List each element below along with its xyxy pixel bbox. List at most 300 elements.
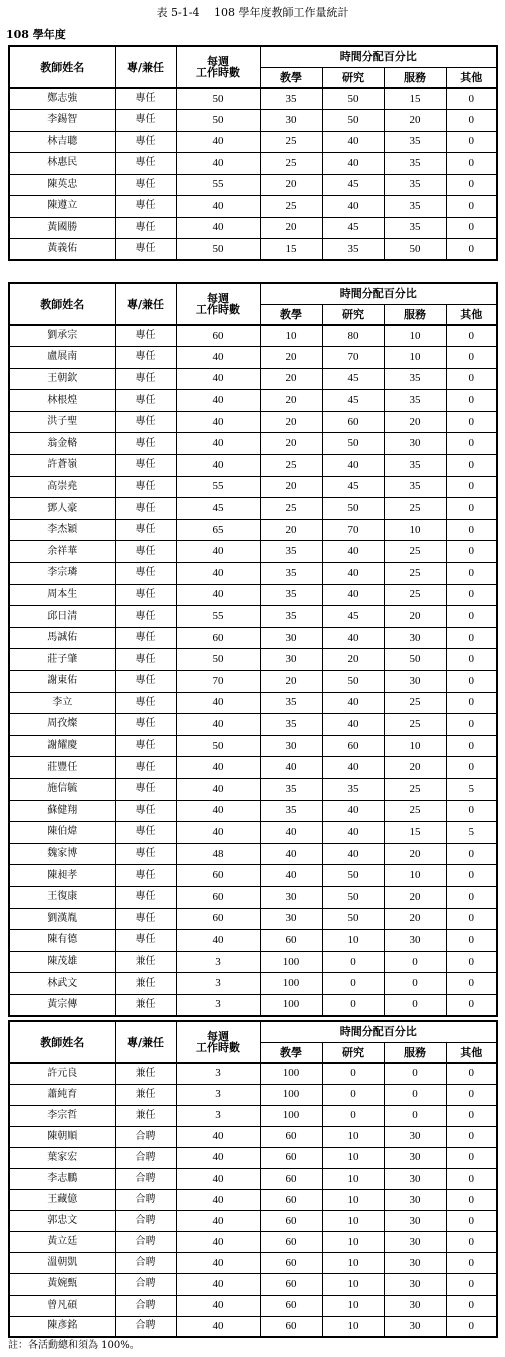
research-pct-cell: 40 [322,627,384,649]
table-row [9,1232,497,1253]
service-pct-cell: 30 [384,433,446,455]
table-row [9,757,497,779]
teacher-name-cell: 洪子聖 [9,411,115,433]
teaching-pct-cell: 60 [260,1190,322,1211]
research-pct-cell: 70 [322,519,384,541]
service-pct-cell: 0 [384,1063,446,1084]
weekly-hours-cell: 40 [176,1295,260,1316]
employment-type-cell: 合聘 [115,1232,176,1253]
table-row [9,563,497,585]
teaching-pct-cell: 60 [260,1147,322,1168]
table-row [9,865,497,887]
header-teacher-name: 教師姓名 [9,1021,115,1063]
teacher-name-cell: 郭忠文 [9,1211,115,1232]
teacher-name-cell: 王藏億 [9,1190,115,1211]
weekly-hours-cell: 40 [176,1232,260,1253]
employment-type-cell: 專任 [115,153,176,175]
employment-type-cell: 合聘 [115,1147,176,1168]
other-pct-cell: 0 [446,411,497,433]
teacher-name-cell: 林根煌 [9,390,115,412]
weekly-hours-cell: 40 [176,1274,260,1295]
service-pct-cell: 20 [384,757,446,779]
other-pct-cell: 0 [446,714,497,736]
employment-type-cell: 兼任 [115,1084,176,1105]
other-pct-cell: 0 [446,368,497,390]
service-pct-cell: 20 [384,411,446,433]
employment-type-cell: 專任 [115,239,176,261]
header-other: 其他 [446,67,497,88]
other-pct-cell: 0 [446,973,497,995]
table-row [9,843,497,865]
weekly-hours-cell: 40 [176,347,260,369]
weekly-hours-cell: 3 [176,951,260,973]
other-pct-cell: 0 [446,217,497,239]
teaching-pct-cell: 15 [260,239,322,261]
service-pct-cell: 25 [384,498,446,520]
other-pct-cell: 0 [446,196,497,218]
teacher-name-cell: 黃國勝 [9,217,115,239]
other-pct-cell: 0 [446,1316,497,1337]
table-row [9,390,497,412]
workload-table-2 [8,282,498,1017]
teacher-name-cell: 莊子肇 [9,649,115,671]
research-pct-cell: 40 [322,692,384,714]
service-pct-cell: 0 [384,951,446,973]
research-pct-cell: 40 [322,714,384,736]
teacher-name-cell: 李立 [9,692,115,714]
service-pct-cell: 20 [384,843,446,865]
service-pct-cell: 0 [384,994,446,1016]
research-pct-cell: 60 [322,411,384,433]
weekly-hours-cell: 48 [176,843,260,865]
teacher-name-cell: 鄧人豪 [9,498,115,520]
employment-type-cell: 兼任 [115,1063,176,1084]
teaching-pct-cell: 30 [260,110,322,132]
service-pct-cell: 35 [384,455,446,477]
teaching-pct-cell: 35 [260,584,322,606]
header-other: 其他 [446,304,497,325]
table-row [9,627,497,649]
other-pct-cell: 0 [446,994,497,1016]
other-pct-cell: 0 [446,174,497,196]
teaching-pct-cell: 100 [260,951,322,973]
workload-table-1 [8,45,498,261]
weekly-hours-cell: 3 [176,994,260,1016]
research-pct-cell: 70 [322,347,384,369]
teaching-pct-cell: 35 [260,88,322,110]
employment-type-cell: 專任 [115,908,176,930]
weekly-hours-cell: 40 [176,1168,260,1189]
research-pct-cell: 0 [322,994,384,1016]
teaching-pct-cell: 40 [260,822,322,844]
service-pct-cell: 35 [384,153,446,175]
table-row [9,433,497,455]
teacher-name-cell: 莊豐任 [9,757,115,779]
page-title: 表 5-1-4 108 學年度教師工作量統計 [156,6,349,19]
teaching-pct-cell: 60 [260,1168,322,1189]
table-body [9,88,497,260]
table-row [9,1316,497,1337]
research-pct-cell: 50 [322,865,384,887]
service-pct-cell: 35 [384,174,446,196]
research-pct-cell: 35 [322,778,384,800]
teaching-pct-cell: 30 [260,649,322,671]
teaching-pct-cell: 30 [260,908,322,930]
service-pct-cell: 35 [384,196,446,218]
table-row [9,671,497,693]
employment-type-cell: 專任 [115,800,176,822]
teaching-pct-cell: 100 [260,1105,322,1126]
table-row [9,908,497,930]
header-time-allocation: 時間分配百分比 [260,46,497,67]
research-pct-cell: 10 [322,1168,384,1189]
teacher-name-cell: 陳朝順 [9,1126,115,1147]
weekly-hours-cell: 40 [176,411,260,433]
employment-type-cell: 專任 [115,584,176,606]
teacher-name-cell: 劉漢胤 [9,908,115,930]
other-pct-cell: 0 [446,1232,497,1253]
service-pct-cell: 10 [384,519,446,541]
research-pct-cell: 35 [322,239,384,261]
teacher-name-cell: 黃立廷 [9,1232,115,1253]
teaching-pct-cell: 20 [260,519,322,541]
research-pct-cell: 45 [322,217,384,239]
other-pct-cell: 0 [446,951,497,973]
weekly-hours-cell: 70 [176,671,260,693]
service-pct-cell: 30 [384,1211,446,1232]
teaching-pct-cell: 20 [260,368,322,390]
table-row [9,519,497,541]
table-row [9,886,497,908]
teaching-pct-cell: 20 [260,671,322,693]
research-pct-cell: 50 [322,110,384,132]
teaching-pct-cell: 35 [260,563,322,585]
employment-type-cell: 兼任 [115,973,176,995]
employment-type-cell: 專任 [115,174,176,196]
research-pct-cell: 0 [322,1084,384,1105]
employment-type-cell: 專任 [115,196,176,218]
table-row [9,973,497,995]
teacher-name-cell: 陳茂雄 [9,951,115,973]
teaching-pct-cell: 25 [260,153,322,175]
teacher-name-cell: 馬誠佑 [9,627,115,649]
research-pct-cell: 50 [322,498,384,520]
employment-type-cell: 專任 [115,347,176,369]
service-pct-cell: 30 [384,1126,446,1147]
other-pct-cell: 0 [446,930,497,952]
teacher-name-cell: 魏家博 [9,843,115,865]
other-pct-cell: 0 [446,1147,497,1168]
other-pct-cell: 0 [446,735,497,757]
other-pct-cell: 0 [446,1168,497,1189]
employment-type-cell: 合聘 [115,1126,176,1147]
header-weekly-hours-line2: 工作時數 [196,1041,240,1054]
teacher-name-cell: 王朝欽 [9,368,115,390]
teaching-pct-cell: 20 [260,476,322,498]
teacher-name-cell: 陳英忠 [9,174,115,196]
teacher-name-cell: 黃宗傳 [9,994,115,1016]
teacher-name-cell: 陳遵立 [9,196,115,218]
other-pct-cell: 0 [446,1105,497,1126]
teaching-pct-cell: 60 [260,930,322,952]
research-pct-cell: 0 [322,1063,384,1084]
employment-type-cell: 專任 [115,865,176,887]
weekly-hours-cell: 40 [176,822,260,844]
weekly-hours-cell: 3 [176,1084,260,1105]
teacher-name-cell: 李宗哲 [9,1105,115,1126]
service-pct-cell: 30 [384,1253,446,1274]
table-row [9,455,497,477]
table-row [9,1147,497,1168]
employment-type-cell: 專任 [115,563,176,585]
teacher-name-cell: 李志鵬 [9,1168,115,1189]
teacher-name-cell: 盧展南 [9,347,115,369]
research-pct-cell: 10 [322,930,384,952]
table-row [9,1126,497,1147]
research-pct-cell: 45 [322,174,384,196]
table-row [9,800,497,822]
other-pct-cell: 0 [446,110,497,132]
service-pct-cell: 20 [384,110,446,132]
teaching-pct-cell: 35 [260,606,322,628]
table-row [9,606,497,628]
other-pct-cell: 0 [446,1126,497,1147]
table-row [9,930,497,952]
teaching-pct-cell: 60 [260,1316,322,1337]
footnote: 註：各活動總和須為 100%。 [8,1340,140,1351]
weekly-hours-cell: 50 [176,735,260,757]
teaching-pct-cell: 60 [260,1232,322,1253]
weekly-hours-cell: 40 [176,455,260,477]
weekly-hours-cell: 60 [176,908,260,930]
table-row [9,153,497,175]
research-pct-cell: 10 [322,1274,384,1295]
teaching-pct-cell: 20 [260,174,322,196]
service-pct-cell: 20 [384,886,446,908]
other-pct-cell: 0 [446,476,497,498]
service-pct-cell: 50 [384,239,446,261]
table-row [9,347,497,369]
teaching-pct-cell: 20 [260,347,322,369]
header-weekly-hours [176,46,260,88]
research-pct-cell: 40 [322,800,384,822]
teacher-name-cell: 林武文 [9,973,115,995]
weekly-hours-cell: 50 [176,88,260,110]
employment-type-cell: 兼任 [115,994,176,1016]
header-weekly-hours-line1: 每週 [207,1030,229,1043]
service-pct-cell: 20 [384,908,446,930]
table-row [9,368,497,390]
other-pct-cell: 0 [446,800,497,822]
teacher-name-cell: 陳彥銘 [9,1316,115,1337]
other-pct-cell: 0 [446,153,497,175]
employment-type-cell: 專任 [115,627,176,649]
research-pct-cell: 40 [322,584,384,606]
employment-type-cell: 專任 [115,433,176,455]
service-pct-cell: 25 [384,778,446,800]
table-row [9,1190,497,1211]
research-pct-cell: 50 [322,433,384,455]
other-pct-cell: 0 [446,325,497,347]
teaching-pct-cell: 40 [260,843,322,865]
teacher-name-cell: 周孜燦 [9,714,115,736]
service-pct-cell: 0 [384,973,446,995]
teaching-pct-cell: 35 [260,778,322,800]
other-pct-cell: 0 [446,347,497,369]
table-row [9,325,497,347]
teacher-name-cell: 葉家宏 [9,1147,115,1168]
teacher-name-cell: 余祥華 [9,541,115,563]
table-row [9,239,497,261]
header-research: 研究 [322,67,384,88]
header-weekly-hours-line1: 每週 [207,292,229,305]
table-row [9,1274,497,1295]
service-pct-cell: 10 [384,735,446,757]
header-teaching: 教學 [260,1042,322,1063]
other-pct-cell: 0 [446,865,497,887]
teacher-name-cell: 陳有德 [9,930,115,952]
employment-type-cell: 專任 [115,714,176,736]
table-row [9,1084,497,1105]
employment-type-cell: 合聘 [115,1316,176,1337]
teaching-pct-cell: 30 [260,627,322,649]
table-row [9,217,497,239]
service-pct-cell: 30 [384,1316,446,1337]
teaching-pct-cell: 25 [260,455,322,477]
weekly-hours-cell: 50 [176,239,260,261]
teacher-name-cell: 林惠民 [9,153,115,175]
service-pct-cell: 15 [384,822,446,844]
teaching-pct-cell: 25 [260,498,322,520]
teacher-name-cell: 謝東佑 [9,671,115,693]
service-pct-cell: 30 [384,671,446,693]
other-pct-cell: 0 [446,692,497,714]
other-pct-cell: 0 [446,1190,497,1211]
research-pct-cell: 40 [322,541,384,563]
teacher-name-cell: 黃婉甄 [9,1274,115,1295]
teaching-pct-cell: 20 [260,217,322,239]
teacher-name-cell: 翁金輅 [9,433,115,455]
teaching-pct-cell: 60 [260,1211,322,1232]
weekly-hours-cell: 40 [176,390,260,412]
research-pct-cell: 50 [322,908,384,930]
research-pct-cell: 10 [322,1253,384,1274]
research-pct-cell: 45 [322,606,384,628]
header-research: 研究 [322,1042,384,1063]
weekly-hours-cell: 60 [176,627,260,649]
research-pct-cell: 10 [322,1147,384,1168]
header-other: 其他 [446,1042,497,1063]
employment-type-cell: 專任 [115,455,176,477]
research-pct-cell: 10 [322,1190,384,1211]
teacher-name-cell: 蘇健翔 [9,800,115,822]
table-header [9,1021,497,1063]
table-row [9,498,497,520]
service-pct-cell: 30 [384,1232,446,1253]
weekly-hours-cell: 40 [176,778,260,800]
service-pct-cell: 20 [384,606,446,628]
weekly-hours-cell: 60 [176,865,260,887]
research-pct-cell: 0 [322,1105,384,1126]
other-pct-cell: 5 [446,778,497,800]
service-pct-cell: 30 [384,930,446,952]
employment-type-cell: 專任 [115,822,176,844]
other-pct-cell: 0 [446,433,497,455]
teacher-name-cell: 陳昶孝 [9,865,115,887]
weekly-hours-cell: 40 [176,1190,260,1211]
employment-type-cell: 專任 [115,757,176,779]
other-pct-cell: 0 [446,606,497,628]
other-pct-cell: 0 [446,1084,497,1105]
weekly-hours-cell: 55 [176,174,260,196]
weekly-hours-cell: 40 [176,757,260,779]
service-pct-cell: 25 [384,541,446,563]
other-pct-cell: 0 [446,886,497,908]
other-pct-cell: 0 [446,498,497,520]
research-pct-cell: 50 [322,88,384,110]
teaching-pct-cell: 20 [260,433,322,455]
teaching-pct-cell: 35 [260,714,322,736]
service-pct-cell: 10 [384,865,446,887]
weekly-hours-cell: 40 [176,584,260,606]
teaching-pct-cell: 30 [260,735,322,757]
table-row [9,1253,497,1274]
service-pct-cell: 35 [384,476,446,498]
other-pct-cell: 0 [446,1274,497,1295]
research-pct-cell: 40 [322,822,384,844]
header-service: 服務 [384,1042,446,1063]
weekly-hours-cell: 40 [176,692,260,714]
weekly-hours-cell: 40 [176,541,260,563]
other-pct-cell: 0 [446,541,497,563]
other-pct-cell: 0 [446,1253,497,1274]
weekly-hours-cell: 40 [176,196,260,218]
service-pct-cell: 30 [384,1295,446,1316]
research-pct-cell: 40 [322,455,384,477]
weekly-hours-cell: 40 [176,1147,260,1168]
research-pct-cell: 40 [322,563,384,585]
table-row [9,584,497,606]
other-pct-cell: 0 [446,843,497,865]
research-pct-cell: 40 [322,131,384,153]
research-pct-cell: 50 [322,886,384,908]
header-weekly-hours-line2: 工作時數 [196,303,240,316]
employment-type-cell: 專任 [115,692,176,714]
header-employment-type: 專/兼任 [115,46,176,88]
employment-type-cell: 專任 [115,778,176,800]
weekly-hours-cell: 40 [176,217,260,239]
research-pct-cell: 10 [322,1232,384,1253]
teacher-name-cell: 許蒼嶺 [9,455,115,477]
header-time-allocation: 時間分配百分比 [260,1021,497,1042]
header-teaching: 教學 [260,67,322,88]
teacher-name-cell: 邱日清 [9,606,115,628]
weekly-hours-cell: 3 [176,1105,260,1126]
header-employment-type: 專/兼任 [115,283,176,325]
academic-year-label: 108 學年度 [6,28,66,41]
teacher-name-cell: 黃義佑 [9,239,115,261]
weekly-hours-cell: 40 [176,1211,260,1232]
header-teacher-name: 教師姓名 [9,46,115,88]
other-pct-cell: 5 [446,822,497,844]
research-pct-cell: 60 [322,735,384,757]
table-body [9,1063,497,1337]
research-pct-cell: 45 [322,368,384,390]
teaching-pct-cell: 100 [260,973,322,995]
research-pct-cell: 0 [322,973,384,995]
header-weekly-hours-line2: 工作時數 [196,66,240,79]
employment-type-cell: 兼任 [115,951,176,973]
